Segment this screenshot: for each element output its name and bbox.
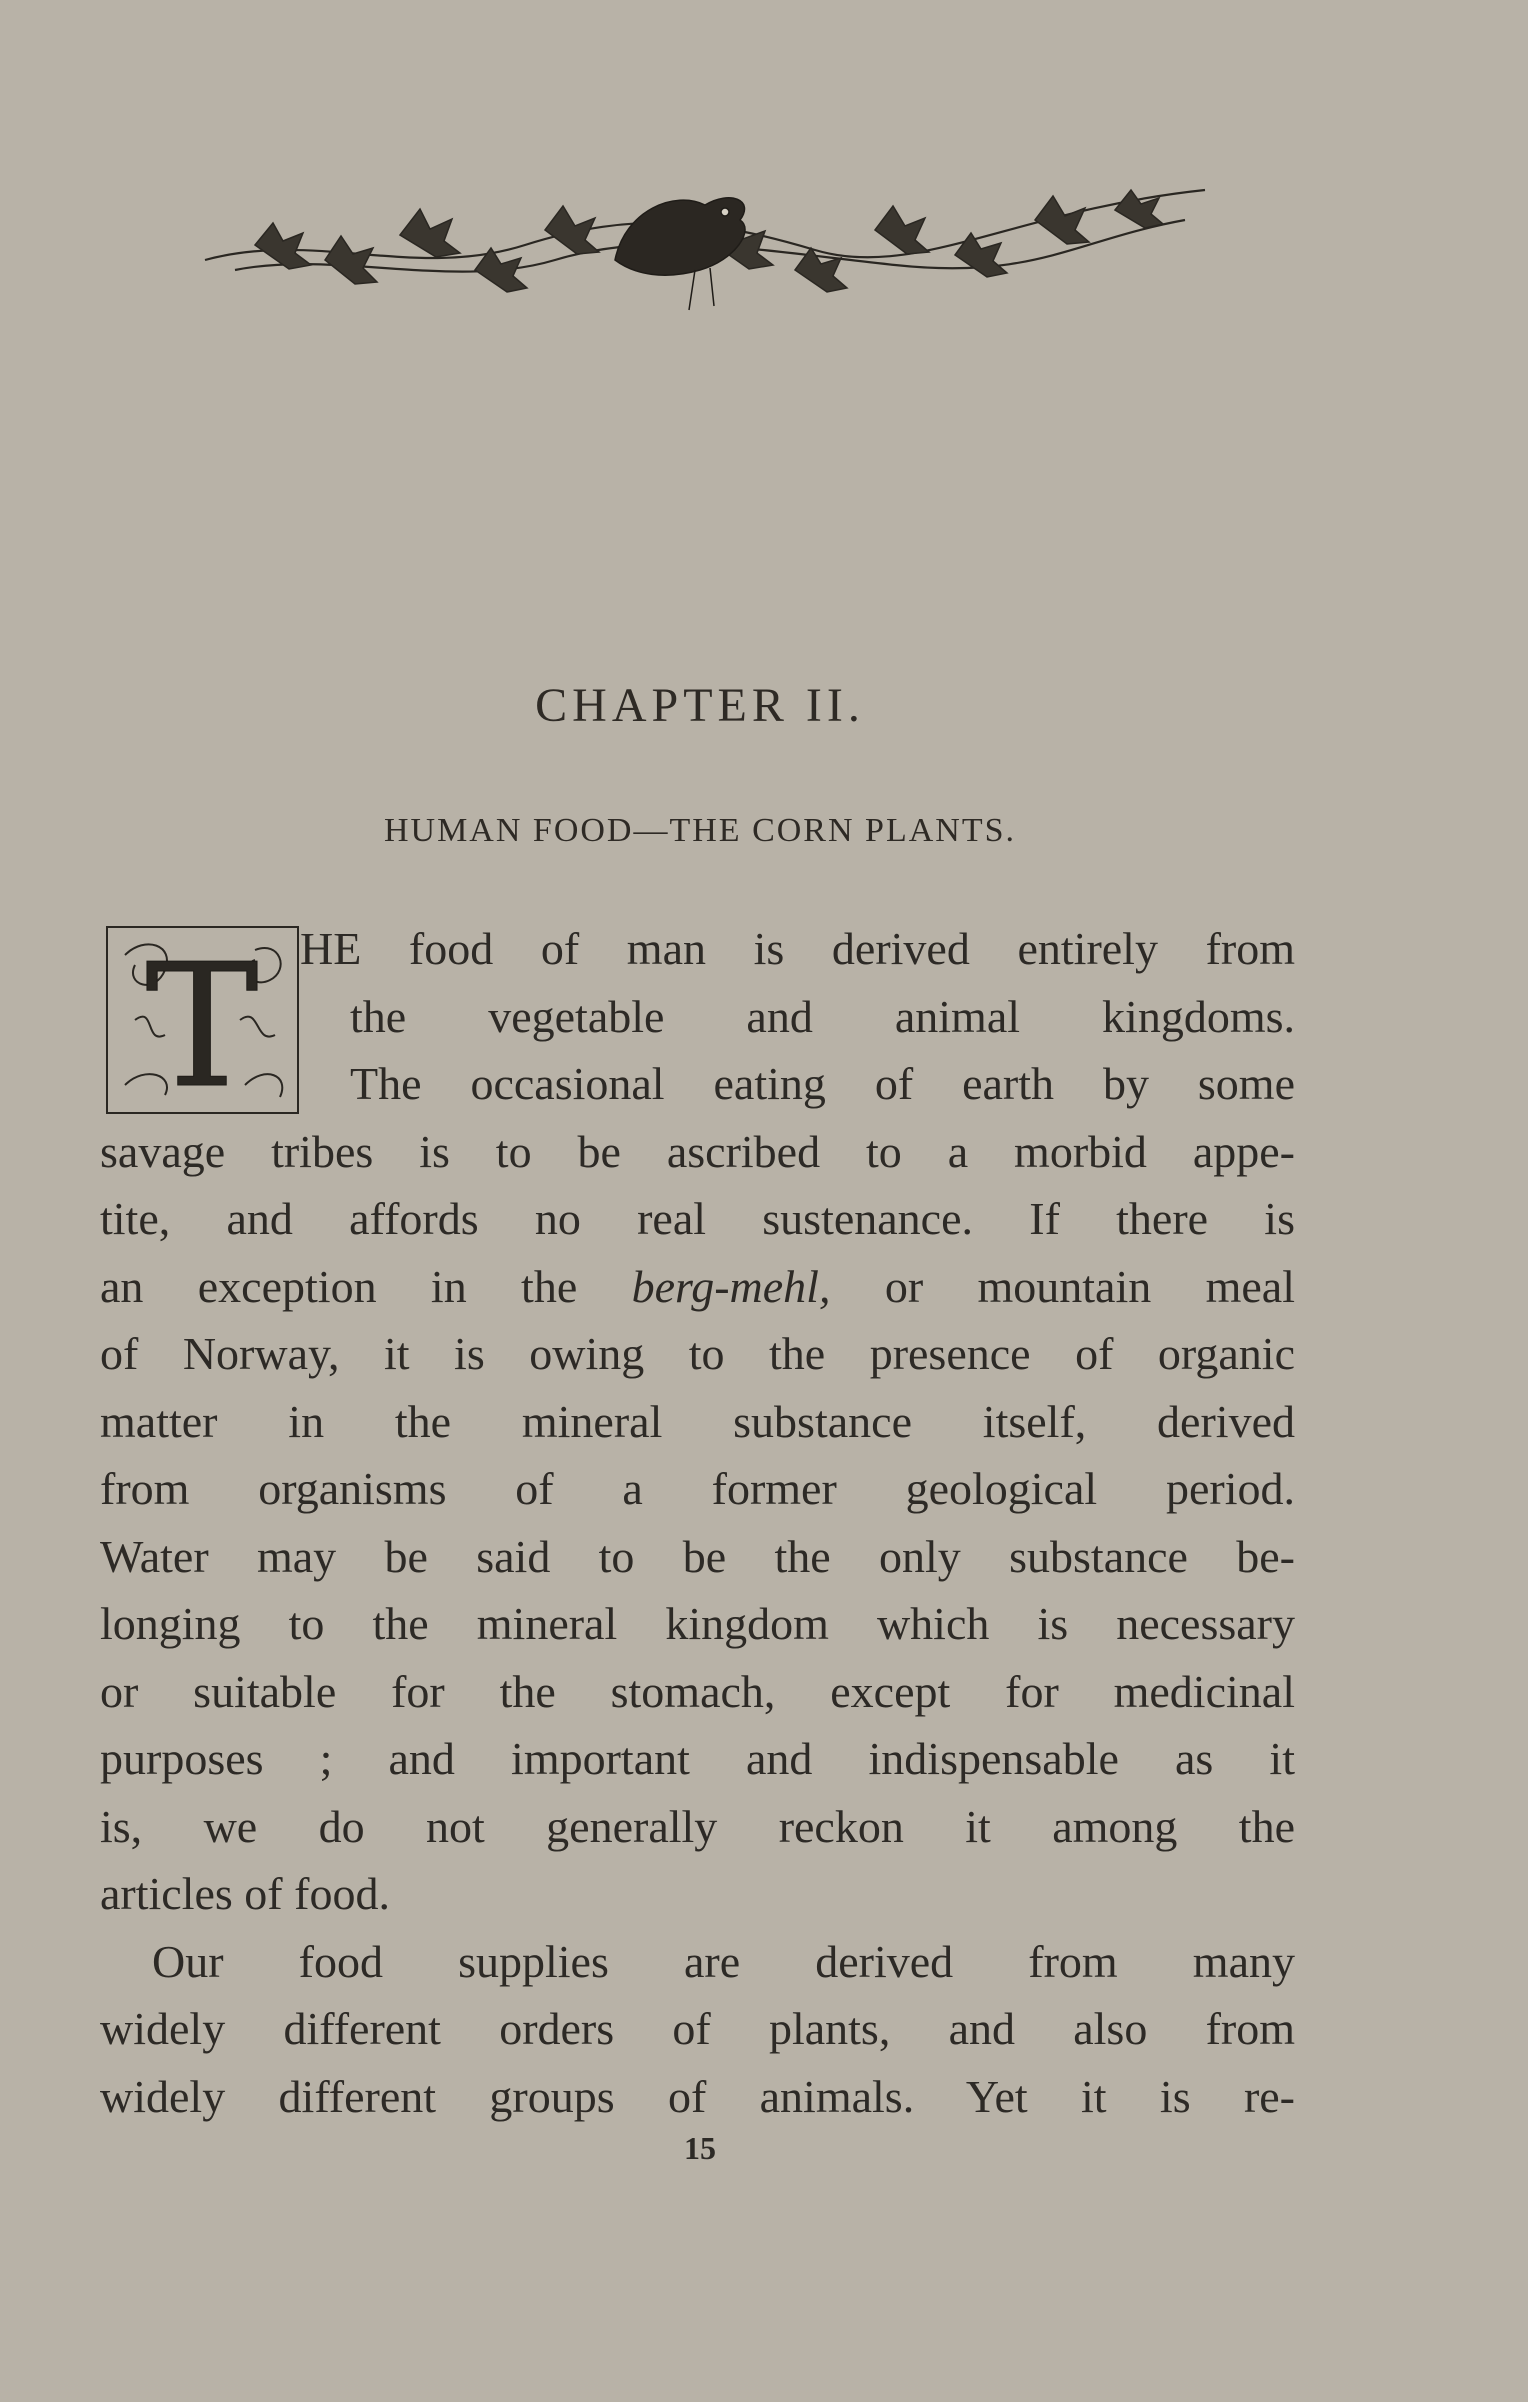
text-line: HE food of man is derived entirely from <box>300 923 1295 974</box>
text-line: of Norway, it is owing to the presence of organic <box>100 1328 1295 1379</box>
text-line: savage tribes is to be ascribed to a morbid appe- <box>100 1125 1295 1177</box>
text-line: The occasional eating of earth by some <box>350 1058 1295 1109</box>
page-number: 15 <box>684 2130 716 2166</box>
text-line: articles of food. <box>100 1868 390 1919</box>
text-segment: an exception in the <box>100 1260 632 1312</box>
italic-term: berg-mehl, <box>631 1260 831 1312</box>
chapter-subtitle: HUMAN FOOD—THE CORN PLANTS. <box>383 812 1017 849</box>
text-line: from organisms of a former geological period. <box>100 1463 1295 1514</box>
text-line: Our food supplies are derived from many <box>152 1935 1295 1987</box>
initial-letter: T <box>145 928 259 1115</box>
text-segment: or mountain meal <box>830 1260 1295 1312</box>
text-line: Water may be said to be the only substance be- <box>100 1530 1295 1582</box>
text-line: the vegetable and animal kingdoms. <box>350 990 1295 1042</box>
body-text <box>100 915 1295 2130</box>
text-line: matter in the mineral substance itself, derived <box>100 1395 1295 1447</box>
text-line: widely different orders of plants, and also from <box>100 2003 1295 2054</box>
text-line: or suitable for the stomach, except for medicinal <box>100 1665 1295 1717</box>
text-line: is, we do not generally reckon it among the <box>100 1800 1295 1852</box>
ivy-bird-headpiece-icon <box>195 150 1215 320</box>
chapter-title: CHAPTER II. <box>535 679 865 732</box>
text-line <box>100 1253 1295 1321</box>
text-line: tite, and affords no real sustenance. If there is <box>100 1193 1295 1244</box>
text-line: purposes ; and important and indispensable as it <box>100 1733 1295 1784</box>
text-line: widely different groups of animals. Yet it is re- <box>100 2070 1295 2122</box>
text-line: longing to the mineral kingdom which is necessary <box>100 1598 1295 1649</box>
